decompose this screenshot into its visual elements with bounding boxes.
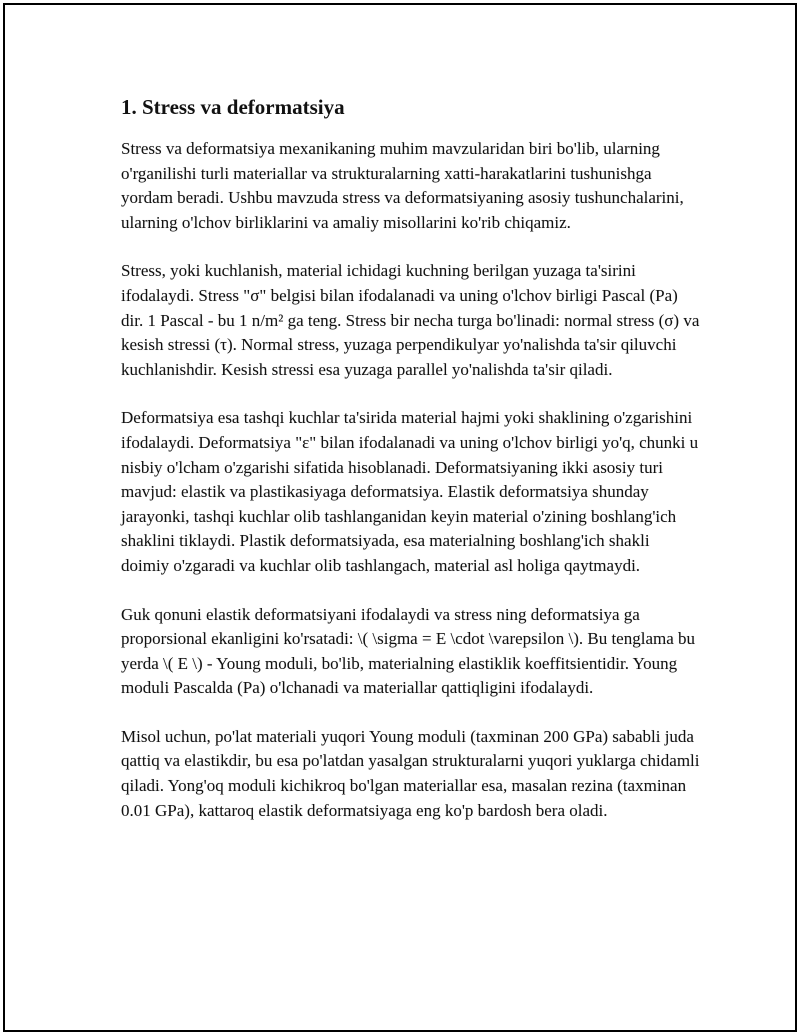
- paragraph-stress: Stress, yoki kuchlanish, material ichidagi kuchning berilgan yuzaga ta'sirini ifodalaydi. Stress "σ" belgisi bilan ifodalanadi va uning o'lchov birligi Pascal (Pa) dir. 1 Pascal - bu 1 n/m² ga teng. Stress bir necha turga bo'linadi: normal stress (σ) va kesish stressi (τ). Normal stress, yuzaga perpendikulyar yo'nalishda ta'sir qiluvchi kuchlanishdir. Kesish stressi esa yuzaga parallel yo'nalishda ta'sir qiladi.: [121, 261, 700, 379]
- paragraph-example: Misol uchun, po'lat materiali yuqori Young moduli (taxminan 200 GPa) sababli juda qattiq va elastikdir, bu esa po'latdan yasalgan strukturalarni yuqori yuklarga chidamli qiladi. Yong'oq moduli kichikroq bo'lgan materiallar esa, masalan rezina (taxminan 0.01 GPa), kattaroq elastik deformatsiyaga eng ko'p bardosh bera oladi.: [121, 726, 700, 820]
- document-content: [121, 91, 701, 847]
- section-heading: 1. Stress va deformatsiya: [121, 95, 345, 119]
- paragraph-intro: Stress va deformatsiya mexanikaning muhim mavzularidan biri bo'lib, ularning o'rganilishi turli materiallar va strukturalarning xatti-harakatlarini tushunishga yordam beradi. Ushbu mavzuda stress va deformatsiyaning asosiy tushunchalarini, ularning o'lchov birliklarini va amaliy misollarini ko'rib chiqamiz.: [121, 139, 684, 232]
- page-frame: [3, 3, 797, 1032]
- paragraph-hooke-law: Guk qonuni elastik deformatsiyani ifodalaydi va stress ning deformatsiya ga proporsional ekanligini ko'rsatadi: \( \sigma = E \cdot \varepsilon \). Bu tenglama bu yerda \( E \) - Young moduli, bo'lib, materialning elastiklik koeffitsientidir. Young moduli Pascalda (Pa) o'lchanadi va materiallar qattiqligini ifodalaydi.: [121, 604, 696, 698]
- paragraph-deformation: Deformatsiya esa tashqi kuchlar ta'sirida material hajmi yoki shaklining o'zgarishini ifodalaydi. Deformatsiya "ε" bilan ifodalanadi va uning o'lchov birligi yo'q, chunki u nisbiy o'lcham o'zgarishi sifatida hisoblanadi. Deformatsiyaning ikki asosiy turi mavjud: elastik va plastikasiyaga deformatsiya. Elastik deformatsiya shunday jarayonki, tashqi kuchlar olib tashlanganidan keyin material o'zining boshlang'ich shaklini tiklaydi. Plastik deformatsiyada, esa materialning boshlang'ich shakli doimiy o'zgaradi va kuchlar olib tashlangach, material asl holiga qaytmaydi.: [121, 408, 699, 575]
